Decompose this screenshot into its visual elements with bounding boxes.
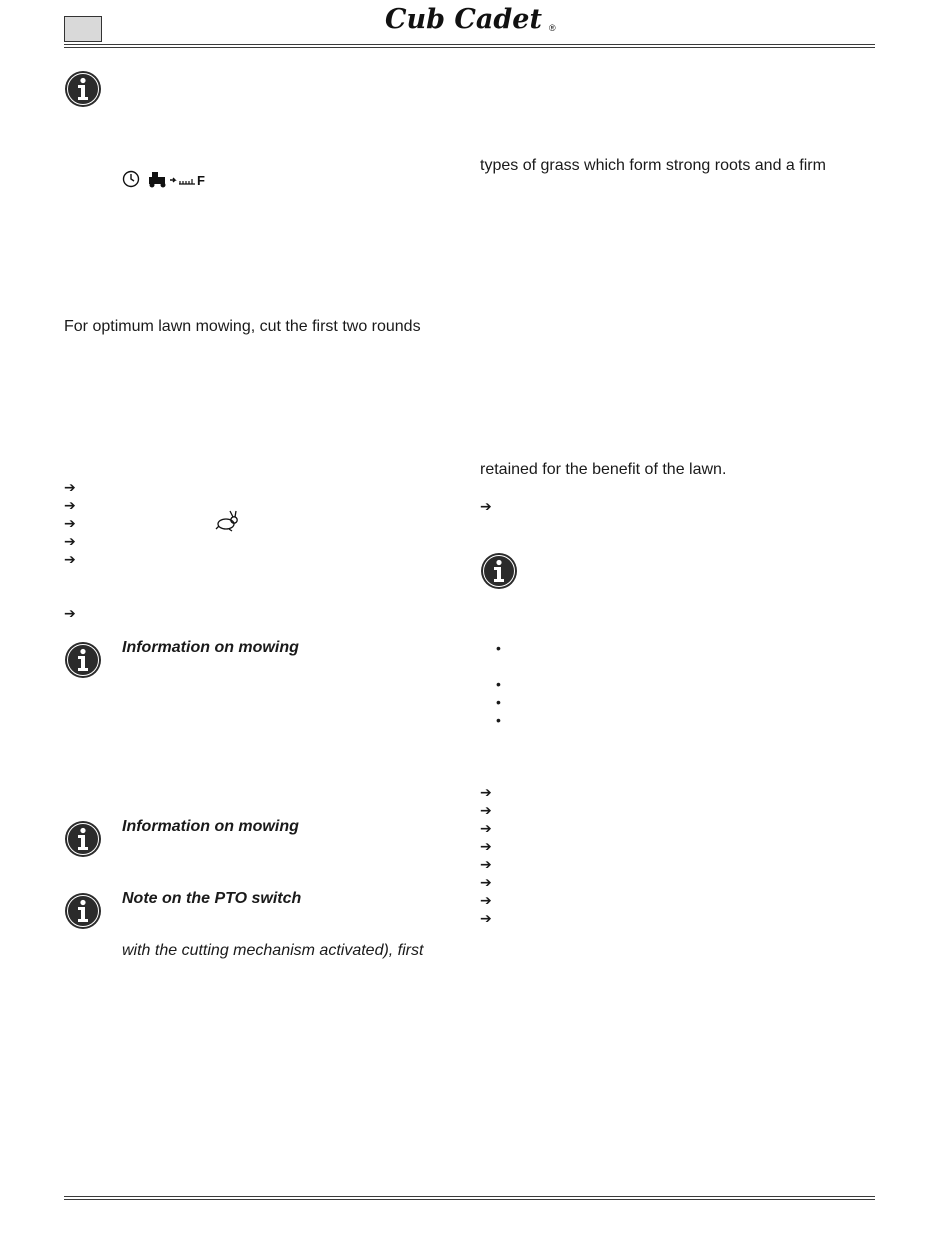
- arrow-right-icon: ➔: [480, 820, 492, 836]
- arrow-right-icon: ➔: [64, 497, 76, 513]
- small-arrow-icon: [170, 178, 175, 182]
- rabbit-fast-speed-icon: [214, 510, 240, 532]
- arrow-right-icon: ➔: [64, 533, 76, 549]
- page-number-box: [64, 16, 102, 42]
- mower-icon: [149, 172, 166, 188]
- bullet-icon: •: [496, 712, 501, 728]
- bullet-icon: •: [496, 694, 501, 710]
- bullet-icon: •: [496, 676, 501, 692]
- arrow-right-icon: ➔: [480, 838, 492, 854]
- bullet-icon: •: [496, 640, 501, 656]
- arrow-right-icon: ➔: [64, 479, 76, 495]
- arrow-right-icon: ➔: [64, 551, 76, 567]
- footer-rule-bottom: [64, 1199, 875, 1200]
- symbol-letter-f: F: [197, 173, 205, 188]
- scale-icon: [179, 179, 195, 184]
- info-icon: [64, 70, 102, 108]
- arrow-right-icon: ➔: [480, 874, 492, 890]
- note-pto-text: with the cutting mechanism activated), first: [122, 942, 424, 959]
- clock-icon: [124, 172, 139, 187]
- note-mowing-title: Information on mowing: [122, 639, 299, 656]
- info-icon: [64, 892, 102, 930]
- info-icon: [64, 820, 102, 858]
- mower-speed-symbols: [122, 168, 212, 190]
- logo-wordmark: Cub Cadet: [385, 4, 542, 34]
- note-pto-title: Note on the PTO switch: [122, 890, 302, 907]
- mowing-tip-text: For optimum lawn mowing, cut the first two rounds: [64, 318, 421, 335]
- logo-registered-mark: ®: [549, 23, 556, 33]
- footer-rule-top: [64, 1196, 875, 1197]
- arrow-right-icon: ➔: [480, 802, 492, 818]
- header-rule-top: [64, 44, 875, 45]
- arrow-right-icon: ➔: [480, 892, 492, 908]
- arrow-right-icon: ➔: [480, 498, 492, 514]
- grass-types-text: types of grass which form strong roots and a firm: [480, 157, 826, 174]
- header-rule-bottom: [64, 47, 875, 48]
- arrow-right-icon: ➔: [480, 856, 492, 872]
- arrow-right-icon: ➔: [64, 605, 76, 621]
- note-mowing-title-2: Information on mowing: [122, 818, 299, 835]
- arrow-right-icon: ➔: [480, 910, 492, 926]
- info-icon: [480, 552, 518, 590]
- cub-cadet-logo: [383, 4, 563, 34]
- info-icon: [64, 641, 102, 679]
- arrow-right-icon: ➔: [64, 515, 76, 531]
- arrow-right-icon: ➔: [480, 784, 492, 800]
- lawn-benefit-text: retained for the benefit of the lawn.: [480, 461, 727, 478]
